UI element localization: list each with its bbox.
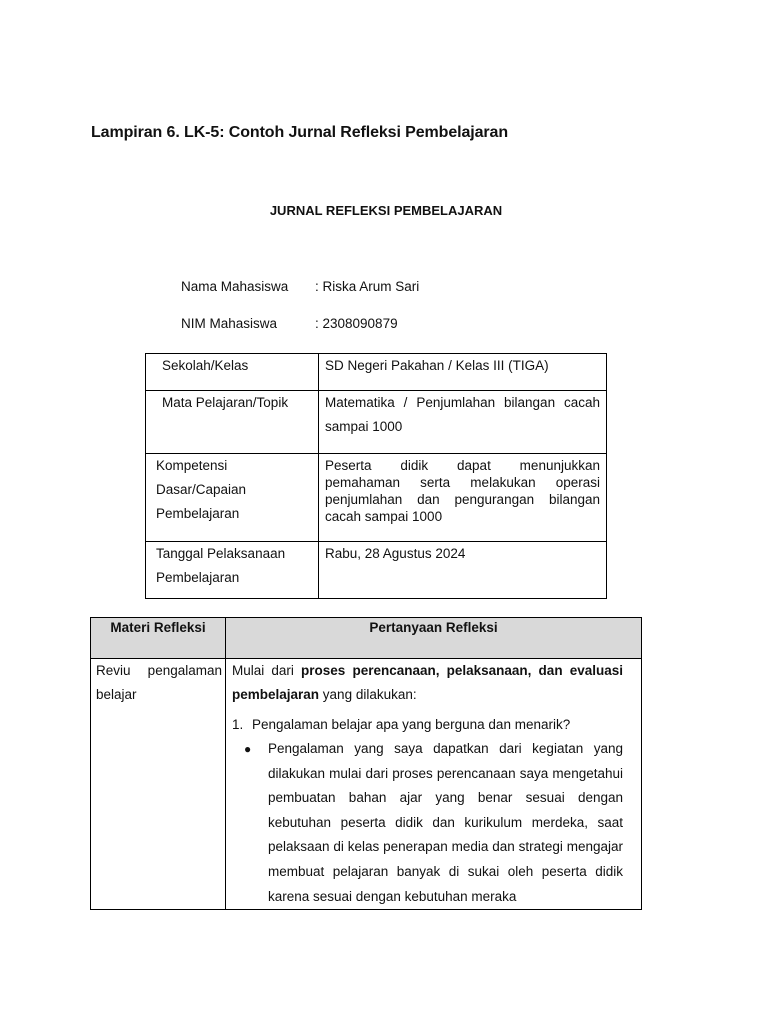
question-list (232, 713, 623, 909)
lesson-info-table (145, 353, 607, 599)
info-value-cell: Peserta didik dapat menunjukkan pemahaman serta melakukan operasi penjumlahan dan pengurangan bilangan cacah sampai 1000 (319, 454, 607, 542)
student-nim-value: : 2308090879 (315, 316, 398, 331)
pertanyaan-cell (226, 659, 642, 910)
table-row (91, 659, 642, 910)
info-label-cell: Mata Pelajaran/Topik (146, 391, 319, 454)
reflection-table (90, 617, 642, 910)
materi-cell: Reviu pengalaman belajar (91, 659, 226, 910)
info-label-cell: Tanggal Pelaksanaan Pembelajaran (146, 542, 319, 599)
student-name-value: : Riska Arum Sari (315, 279, 420, 294)
answer-item (244, 737, 623, 909)
info-value-cell: Rabu, 28 Agustus 2024 (319, 542, 607, 599)
info-value-cell: Matematika / Penjumlahan bilangan cacah sampai 1000 (319, 391, 607, 454)
table-header-row (91, 618, 642, 659)
student-name-label: Nama Mahasiswa (181, 279, 289, 294)
journal-title: JURNAL REFLEKSI PEMBELAJARAN (269, 203, 503, 218)
student-nim-label: NIM Mahasiswa (181, 316, 278, 331)
intro-text (232, 659, 623, 707)
intro-post: yang dilakukan: (319, 687, 417, 702)
header-materi: Materi Refleksi (91, 618, 226, 659)
intro-bold: proses perencanaan, pelaksanaan, dan evaluasi pembelajaran (232, 663, 623, 702)
question-number: 1. (232, 717, 244, 732)
answer-text: Pengalaman yang saya dapatkan dari kegiatan yang dilakukan mulai dari proses perencanaan saya mengetahui pembuatan bahan ajar yang benar sesuai dengan kebutuhan peserta didik dan kurikulum merdeka, saat pelaksaan di kelas penerapan media dan strategi mengajar membuat pelajaran banyak di sukai oleh peserta didik karena sesuai dengan kebutuhan meraka (268, 741, 623, 904)
header-pertanyaan: Pertanyaan Refleksi (226, 618, 642, 659)
table-row (146, 542, 607, 599)
bullet-icon: ● (244, 742, 252, 756)
question-text: Pengalaman belajar apa yang berguna dan menarik? (252, 717, 571, 732)
list-item (232, 713, 623, 737)
document-heading: Lampiran 6. LK-5: Contoh Jurnal Refleksi Pembelajaran (91, 124, 509, 141)
table-row (146, 454, 607, 542)
intro-pre: Mulai dari (232, 663, 302, 678)
info-value-cell: SD Negeri Pakahan / Kelas III (TIGA) (319, 354, 607, 391)
table-row (146, 354, 607, 391)
info-label-cell: Kompetensi Dasar/Capaian Pembelajaran (146, 454, 319, 542)
table-row (146, 391, 607, 454)
info-label-cell: Sekolah/Kelas (146, 354, 319, 391)
